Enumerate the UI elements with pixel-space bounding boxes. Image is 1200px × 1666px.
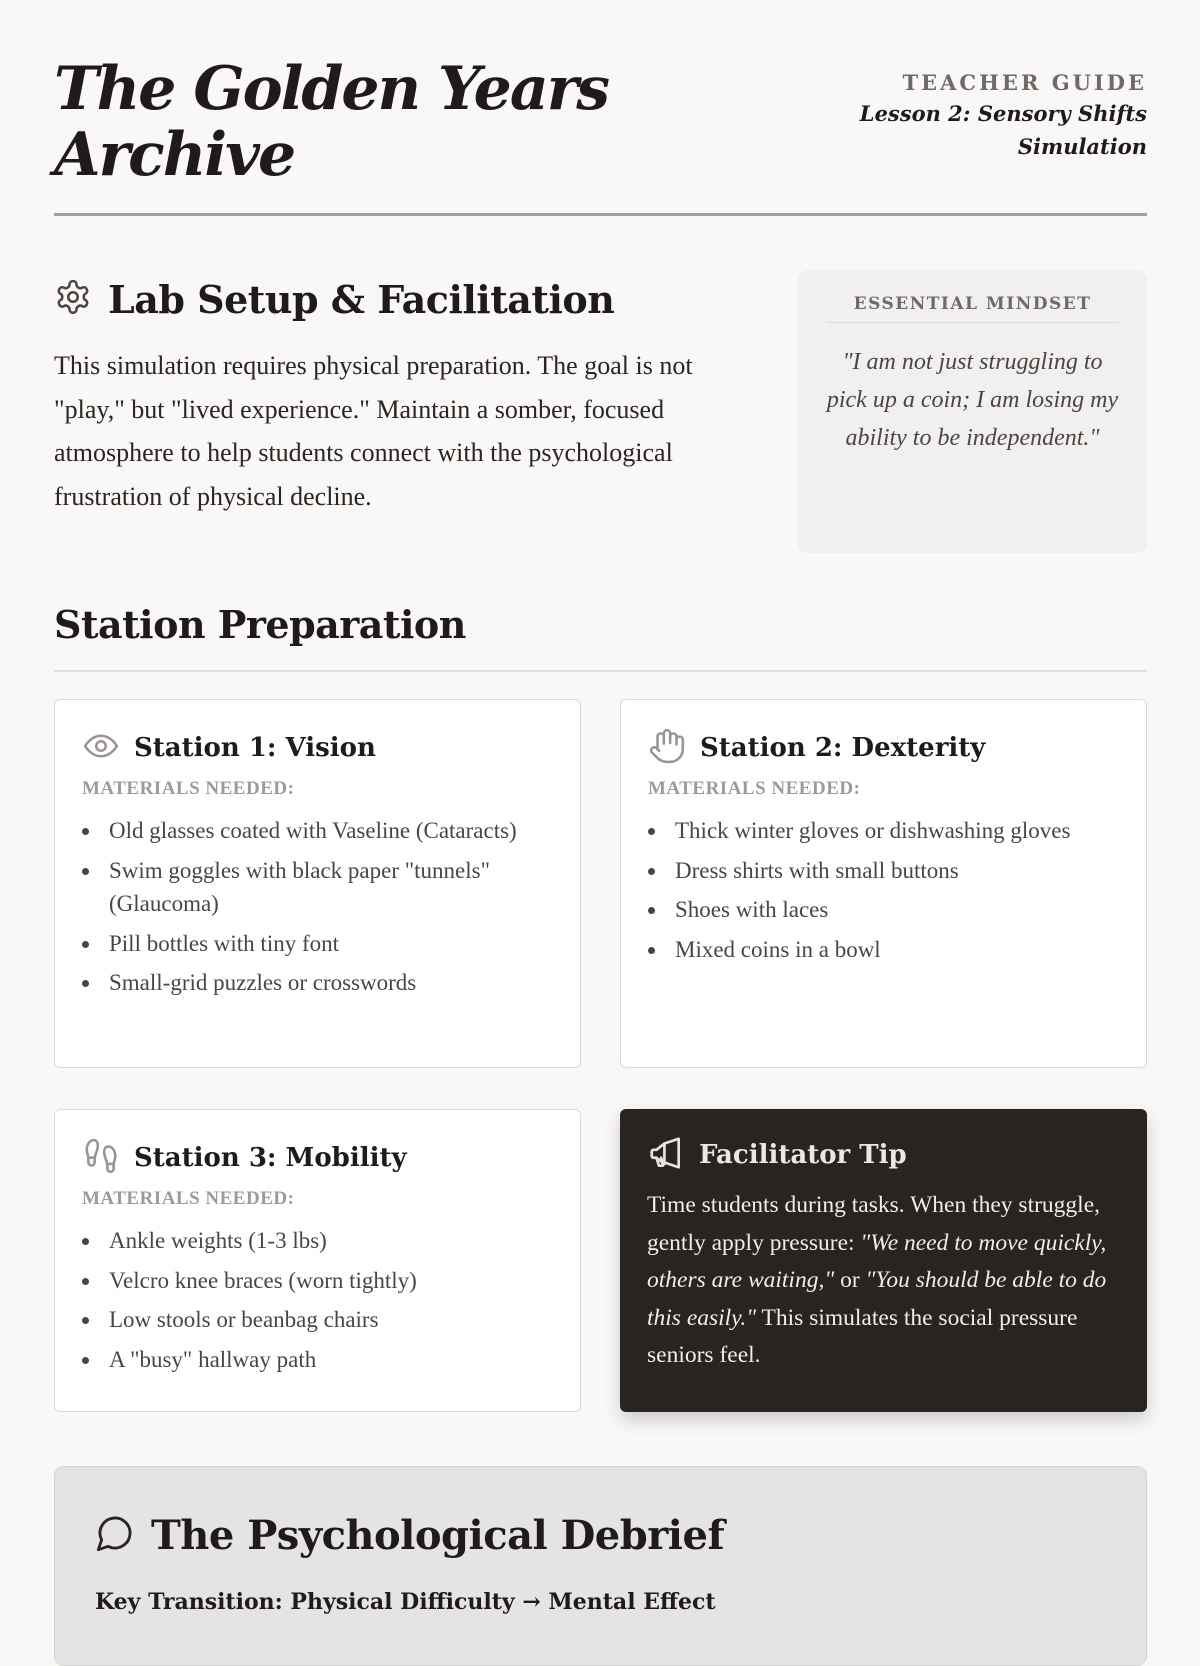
megaphone-icon xyxy=(647,1134,685,1177)
chat-bubble-icon xyxy=(95,1513,135,1558)
tip-quote: "You should be able to do this easily." xyxy=(647,1267,1107,1331)
station-preparation-title: Station Preparation xyxy=(54,602,1147,672)
materials-label: MATERIALS NEEDED: xyxy=(82,1188,295,1209)
facilitator-tip-text xyxy=(647,1187,1120,1375)
list-item: Small-grid puzzles or crosswords xyxy=(82,966,553,1000)
facilitator-tip-title: Facilitator Tip xyxy=(699,1140,907,1170)
essential-mindset-box xyxy=(798,270,1147,553)
facilitator-tip-card xyxy=(620,1109,1147,1412)
station-card-dexterity xyxy=(620,699,1147,1068)
station-title: Station 3: Mobility xyxy=(134,1143,407,1173)
lab-setup-title: Lab Setup & Facilitation xyxy=(108,276,615,322)
footprints-icon xyxy=(82,1137,120,1180)
materials-list xyxy=(82,1224,553,1376)
guide-info xyxy=(827,70,1147,163)
list-item: Old glasses coated with Vaseline (Cataracts) xyxy=(82,814,553,848)
mindset-quote: "I am not just struggling to pick up a coin; I am losing my ability to be independent." xyxy=(826,349,1119,451)
lab-setup-text: This simulation requires physical preparation. The goal is not "play," but "lived experience." Maintain a somber, focused atmosphere to help students connect with the psychological frustration of physical decline. xyxy=(54,351,693,511)
station-card-vision xyxy=(54,699,581,1068)
materials-label: MATERIALS NEEDED: xyxy=(648,778,861,799)
lab-setup-heading xyxy=(54,268,754,330)
facilitator-tip-header xyxy=(647,1135,1120,1175)
list-item: Low stools or beanbag chairs xyxy=(82,1303,553,1337)
list-item: Velcro knee braces (worn tightly) xyxy=(82,1264,553,1298)
list-item: Thick winter gloves or dishwashing gloves xyxy=(648,814,1119,848)
station-card-mobility xyxy=(54,1109,581,1412)
guide-label: TEACHER GUIDE xyxy=(902,70,1147,95)
list-item: Dress shirts with small buttons xyxy=(648,854,1119,888)
eye-icon xyxy=(82,727,120,770)
materials-label: MATERIALS NEEDED: xyxy=(82,778,295,799)
tip-text-part: Time students during tasks. When they struggle, gently apply pressure: xyxy=(647,1192,1101,1256)
debrief-title: The Psychological Debrief xyxy=(151,1511,725,1559)
list-item: Ankle weights (1-3 lbs) xyxy=(82,1224,553,1258)
station-title: Station 2: Dexterity xyxy=(700,733,986,763)
station-card-header xyxy=(648,728,1119,768)
list-item: Swim goggles with black paper "tunnels" (Glaucoma) xyxy=(82,854,553,921)
page-header xyxy=(54,56,1147,216)
gear-icon xyxy=(54,278,92,321)
psychological-debrief-section xyxy=(54,1466,1147,1666)
mindset-label: ESSENTIAL MINDSET xyxy=(826,294,1119,323)
lesson-title: Lesson 2: Sensory Shifts Simulation xyxy=(859,101,1147,159)
list-item: Shoes with laces xyxy=(648,893,1119,927)
list-item: A "busy" hallway path xyxy=(82,1343,553,1377)
site-title: The Golden Years Archive xyxy=(54,54,609,190)
tip-text-part: This simulates the social pressure seniors feel. xyxy=(647,1304,1078,1368)
station-card-header xyxy=(82,728,553,768)
materials-list xyxy=(648,814,1119,966)
hand-icon xyxy=(648,727,686,770)
debrief-subheading: Key Transition: Physical Difficulty → Mental Effect xyxy=(95,1589,716,1615)
list-item: Pill bottles with tiny font xyxy=(82,927,553,961)
tip-quote: "We need to move quickly, others are waiting," xyxy=(647,1229,1107,1293)
station-title: Station 1: Vision xyxy=(134,733,376,763)
materials-list xyxy=(82,814,553,1000)
debrief-header xyxy=(95,1505,1106,1565)
station-card-header xyxy=(82,1138,553,1178)
tip-text-part: or xyxy=(834,1267,866,1293)
list-item: Mixed coins in a bowl xyxy=(648,933,1119,967)
lab-setup-section xyxy=(54,268,754,518)
